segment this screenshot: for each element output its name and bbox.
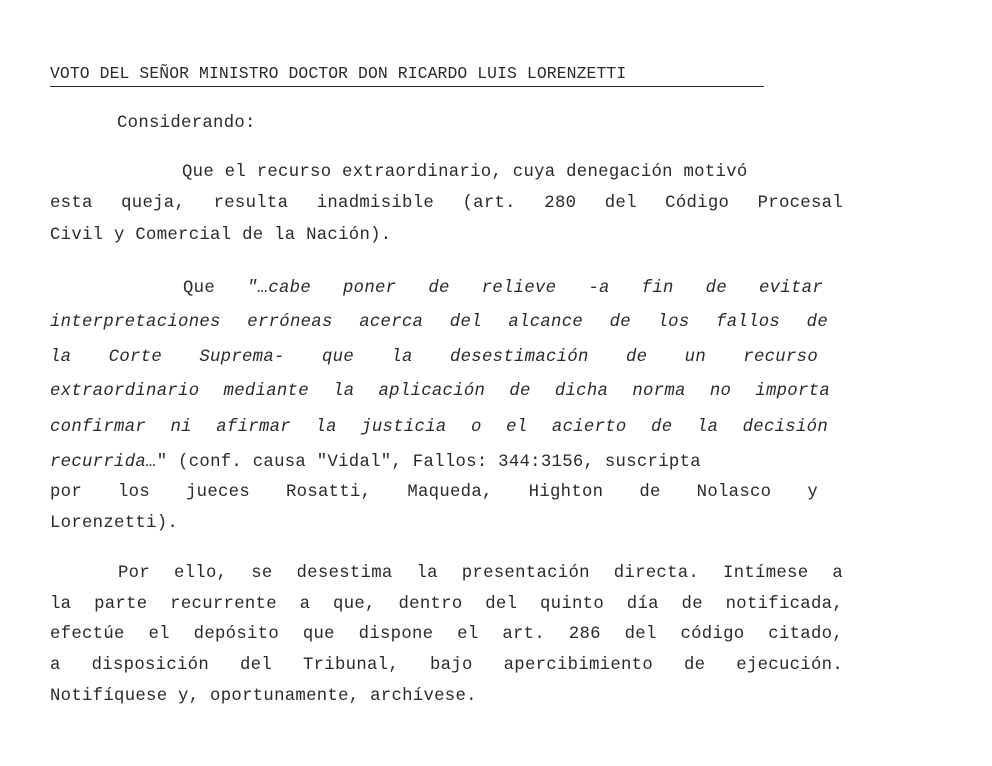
paragraph-3-line-5: Notifíquese y, oportunamente, archívese. bbox=[50, 687, 477, 706]
paragraph-2-line-8: Lorenzetti). bbox=[50, 514, 179, 533]
quote-lead-text: Que bbox=[183, 279, 216, 298]
paragraph-1-line-2: esta queja, resulta inadmisible (art. 280 del Código Procesal bbox=[50, 194, 843, 213]
paragraph-3-line-4: a disposición del Tribunal, bajo apercibimiento de ejecución. bbox=[50, 656, 843, 675]
paragraph-2-line-3: la Corte Suprema- que la desestimación de un recurso bbox=[50, 348, 818, 367]
quote-end-text: recurrida… bbox=[50, 453, 157, 472]
paragraph-2-line-6 bbox=[50, 453, 828, 473]
paragraph-2-line-5: confirmar ni afirmar la justicia o el acierto de la decisión bbox=[50, 418, 828, 437]
paragraph-2-line-2: interpretaciones erróneas acerca del alcance de los fallos de bbox=[50, 313, 828, 332]
paragraph-1-line-1: Que el recurso extraordinario, cuya denegación motivó bbox=[182, 163, 748, 182]
paragraph-2-line-4: extraordinario mediante la aplicación de dicha norma no importa bbox=[50, 382, 830, 401]
paragraph-2-line-1 bbox=[183, 279, 823, 299]
paragraph-3-line-2: la parte recurrente a que, dentro del quinto día de notificada, bbox=[50, 595, 843, 614]
quote-text: "…cabe poner de relieve -a fin de evitar bbox=[247, 279, 823, 298]
heading-underline bbox=[50, 86, 764, 87]
paragraph-3-line-3: efectúe el depósito que dispone el art. 286 del código citado, bbox=[50, 625, 843, 644]
paragraph-1-line-3: Civil y Comercial de la Nación). bbox=[50, 226, 392, 245]
page-title: VOTO DEL SEÑOR MINISTRO DOCTOR DON RICARDO LUIS LORENZETTI bbox=[50, 64, 627, 83]
considerando-label: Considerando: bbox=[117, 114, 256, 133]
paragraph-3-line-1: Por ello, se desestima la presentación directa. Intímese a bbox=[118, 564, 843, 583]
paragraph-2-line-7: por los jueces Rosatti, Maqueda, Highton de Nolasco y bbox=[50, 483, 818, 502]
citation-text: " (conf. causa "Vidal", Fallos: 344:3156, suscripta bbox=[156, 453, 701, 472]
